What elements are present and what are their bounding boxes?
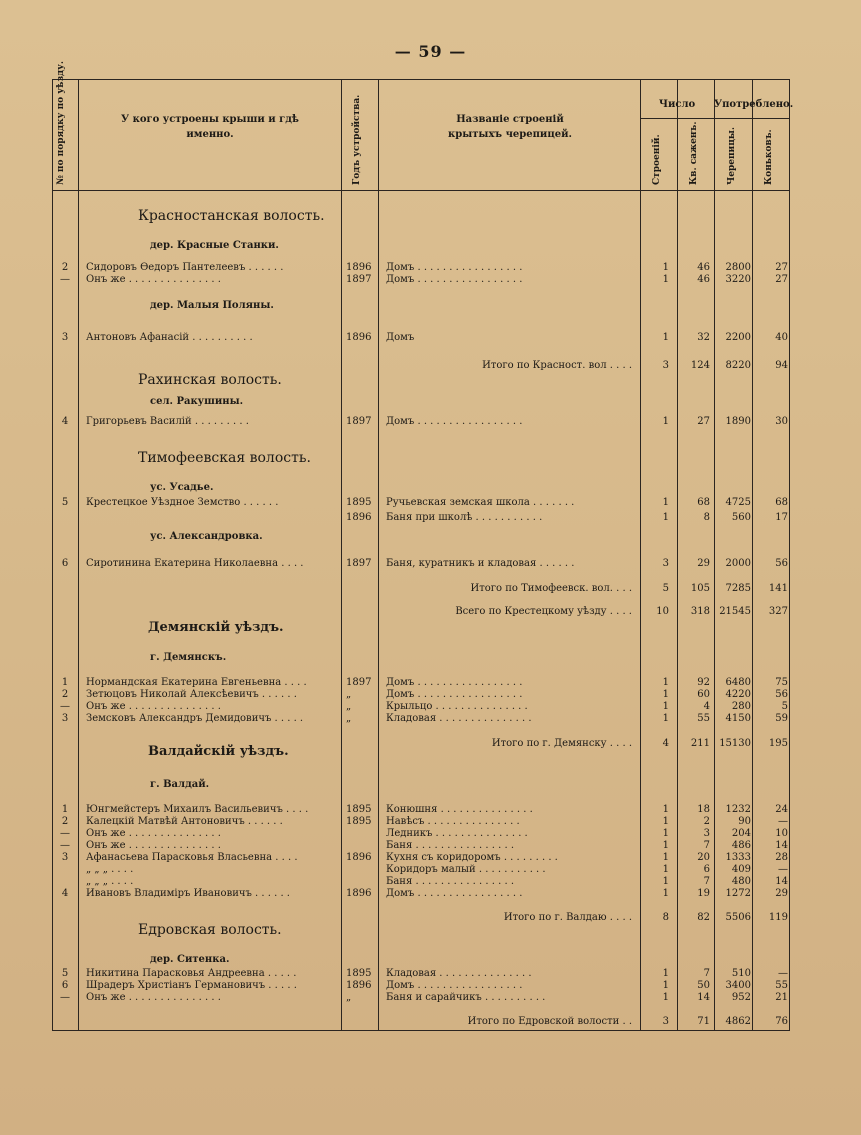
row-number: 5 [61, 968, 69, 979]
row-building: Баня при школѣ . . . . . . . . . . . [386, 512, 543, 523]
row-building: Баня . . . . . . . . . . . . . . . . [386, 840, 515, 851]
total-label: Итого по Едровской волости . . [467, 1016, 632, 1027]
row-ridges: 40 [775, 332, 788, 343]
total-ridges: 94 [775, 360, 788, 371]
settlement-heading: дер. Красные Станки. [150, 240, 279, 251]
total-label: Всего по Крестецкому уѣзду . . . . [455, 606, 632, 617]
total-tiles: 5506 [725, 912, 751, 923]
row-year: 1896 [346, 512, 372, 523]
row-buildings-count: 1 [662, 689, 669, 700]
row-ridges: — [778, 864, 788, 875]
row-ridges: 75 [775, 677, 788, 688]
row-tiles: 4220 [725, 689, 751, 700]
total-label: Итого по г. Валдаю . . . . [503, 912, 632, 923]
row-owner: Онъ же . . . . . . . . . . . . . . . [86, 701, 221, 712]
total-tiles: 8220 [725, 360, 751, 371]
row-year: 1896 [346, 332, 372, 343]
row-year: 1895 [346, 497, 372, 508]
total-sq-sazhen: 105 [690, 583, 710, 594]
row-buildings-count: 1 [662, 852, 669, 863]
row-year: 1895 [346, 816, 372, 827]
row-year: 1897 [346, 274, 372, 285]
total-ridges: 119 [768, 912, 788, 923]
total-tiles: 4862 [725, 1016, 751, 1027]
row-year: 1897 [346, 558, 372, 569]
header-sq-sazhen: Кв. саженъ. [689, 121, 699, 185]
row-ridges: 55 [775, 980, 788, 991]
row-tiles: 204 [731, 828, 751, 839]
row-owner: Крестецкое Уѣздное Земство . . . . . . [86, 497, 279, 508]
total-buildings-count: 10 [656, 606, 669, 617]
row-sq-sazhen: 18 [697, 804, 710, 815]
total-sq-sazhen: 211 [690, 738, 710, 749]
settlement-heading: дер. Ситенка. [150, 954, 230, 965]
row-year: „ [346, 992, 352, 1003]
row-sq-sazhen: 2 [703, 816, 710, 827]
header-used: Употреблено. [714, 99, 794, 110]
row-owner: Григорьевъ Василій . . . . . . . . . [86, 416, 249, 427]
header-tiles: Черепицы. [727, 126, 737, 185]
header-building-name: Названіе строеній крытыхъ черепицей. [448, 114, 572, 140]
row-tiles: 280 [731, 701, 751, 712]
row-ridges: 5 [781, 701, 788, 712]
row-number: 6 [61, 558, 69, 569]
row-ridges: 68 [775, 497, 788, 508]
row-number: 4 [61, 888, 69, 899]
row-building: Домъ . . . . . . . . . . . . . . . . . [386, 980, 523, 991]
row-owner: Зетюцовъ Николай Алексѣевичъ . . . . . . [86, 689, 297, 700]
row-sq-sazhen: 32 [697, 332, 710, 343]
row-number: 3 [61, 332, 69, 343]
total-label: Итого по Красност. вол . . . . [482, 360, 632, 371]
row-number: — [60, 992, 70, 1003]
row-buildings-count: 1 [662, 701, 669, 712]
row-tiles: 1333 [725, 852, 751, 863]
row-building: Баня и сарайчикъ . . . . . . . . . . [386, 992, 546, 1003]
row-tiles: 4725 [725, 497, 751, 508]
total-ridges: 141 [768, 583, 788, 594]
row-sq-sazhen: 46 [697, 274, 710, 285]
row-sq-sazhen: 27 [697, 416, 710, 427]
row-buildings-count: 1 [662, 828, 669, 839]
row-buildings-count: 1 [662, 980, 669, 991]
total-ridges: 195 [768, 738, 788, 749]
row-year: „ [346, 701, 352, 712]
row-buildings-count: 1 [662, 888, 669, 899]
row-owner: Сидоровъ Өедоръ Пантелеевъ . . . . . . [86, 262, 284, 273]
row-sq-sazhen: 46 [697, 262, 710, 273]
total-ridges: 327 [768, 606, 788, 617]
row-tiles: 560 [731, 512, 751, 523]
row-building: Домъ [386, 332, 415, 343]
row-year: 1896 [346, 888, 372, 899]
row-ridges: 24 [775, 804, 788, 815]
row-tiles: 90 [738, 816, 751, 827]
row-buildings-count: 1 [662, 497, 669, 508]
row-number: 3 [61, 852, 69, 863]
total-buildings-count: 3 [662, 1016, 669, 1027]
row-sq-sazhen: 7 [703, 876, 710, 887]
total-ridges: 76 [775, 1016, 788, 1027]
row-number: 2 [61, 816, 69, 827]
row-building: Ледникъ . . . . . . . . . . . . . . . [386, 828, 528, 839]
total-label: Итого по г. Демянску . . . . [491, 738, 632, 749]
header-bottom-rule [52, 190, 790, 191]
row-sq-sazhen: 14 [697, 992, 710, 1003]
column-divider [378, 79, 379, 1031]
row-buildings-count: 1 [662, 840, 669, 851]
total-label: Итого по Тимофеевск. вол. . . . [470, 583, 632, 594]
volost-heading: Красностанская волость. [138, 208, 325, 224]
row-buildings-count: 1 [662, 332, 669, 343]
total-sq-sazhen: 71 [697, 1016, 710, 1027]
row-buildings-count: 1 [662, 713, 669, 724]
row-sq-sazhen: 29 [697, 558, 710, 569]
row-owner: Юнгмейстеръ Михаилъ Васильевичъ . . . . [86, 804, 309, 815]
row-sq-sazhen: 20 [697, 852, 710, 863]
row-owner: Онъ же . . . . . . . . . . . . . . . [86, 840, 221, 851]
settlement-heading: ус. Усадье. [150, 482, 214, 493]
row-ridges: 56 [775, 558, 788, 569]
row-number: — [60, 274, 70, 285]
row-tiles: 1890 [725, 416, 751, 427]
row-tiles: 4150 [725, 713, 751, 724]
row-owner: Земсковъ Александръ Демидовичъ . . . . . [86, 713, 304, 724]
row-ridges: — [778, 968, 788, 979]
total-tiles: 15130 [719, 738, 751, 749]
row-buildings-count: 1 [662, 262, 669, 273]
row-sq-sazhen: 55 [697, 713, 710, 724]
total-sq-sazhen: 82 [697, 912, 710, 923]
row-sq-sazhen: 8 [703, 512, 710, 523]
row-number: 1 [61, 804, 69, 815]
row-tiles: 409 [731, 864, 751, 875]
row-ridges: — [778, 816, 788, 827]
settlement-heading: сел. Ракушины. [150, 396, 244, 407]
column-divider [78, 79, 79, 1031]
row-sq-sazhen: 68 [697, 497, 710, 508]
row-building: Коридоръ малый . . . . . . . . . . . [386, 864, 546, 875]
total-tiles: 7285 [725, 583, 751, 594]
row-sq-sazhen: 7 [703, 840, 710, 851]
row-tiles: 510 [731, 968, 751, 979]
row-buildings-count: 1 [662, 816, 669, 827]
row-sq-sazhen: 4 [703, 701, 710, 712]
total-buildings-count: 4 [662, 738, 669, 749]
row-building: Домъ . . . . . . . . . . . . . . . . . [386, 416, 523, 427]
row-owner: Афанасьева Парасковья Власьевна . . . . [86, 852, 298, 863]
row-tiles: 486 [731, 840, 751, 851]
row-building: Домъ . . . . . . . . . . . . . . . . . [386, 689, 523, 700]
total-sq-sazhen: 124 [690, 360, 710, 371]
header-number: № по порядку по уѣзду. [56, 60, 66, 185]
row-building: Домъ . . . . . . . . . . . . . . . . . [386, 677, 523, 688]
row-ridges: 10 [775, 828, 788, 839]
row-owner: Нормандская Екатерина Евгеньевна . . . . [86, 677, 307, 688]
row-tiles: 952 [731, 992, 751, 1003]
row-number: — [60, 701, 70, 712]
row-buildings-count: 1 [662, 968, 669, 979]
row-buildings-count: 1 [662, 677, 669, 688]
row-buildings-count: 1 [662, 992, 669, 1003]
volost-heading: Рахинская волость. [138, 372, 282, 388]
row-year: 1897 [346, 677, 372, 688]
row-number: 2 [61, 262, 69, 273]
row-owner: Никитина Парасковья Андреевна . . . . . [86, 968, 297, 979]
column-divider [341, 79, 342, 1031]
row-number: 1 [61, 677, 69, 688]
volost-heading: Тимофеевская волость. [138, 450, 311, 466]
row-buildings-count: 1 [662, 876, 669, 887]
row-year: 1896 [346, 852, 372, 863]
row-tiles: 480 [731, 876, 751, 887]
row-year: 1896 [346, 262, 372, 273]
row-ridges: 14 [775, 876, 788, 887]
row-tiles: 1272 [725, 888, 751, 899]
row-building: Крыльцо . . . . . . . . . . . . . . . [386, 701, 528, 712]
row-number: 5 [61, 497, 69, 508]
row-sq-sazhen: 19 [697, 888, 710, 899]
header-buildings: Строеній. [652, 134, 662, 185]
row-ridges: 27 [775, 274, 788, 285]
row-ridges: 14 [775, 840, 788, 851]
row-number: 4 [61, 416, 69, 427]
uezd-heading: Валдайскій уѣздъ. [148, 744, 289, 759]
row-tiles: 2200 [725, 332, 751, 343]
row-year: „ [346, 713, 352, 724]
row-sq-sazhen: 92 [697, 677, 710, 688]
row-building: Домъ . . . . . . . . . . . . . . . . . [386, 888, 523, 899]
row-sq-sazhen: 60 [697, 689, 710, 700]
row-year: 1896 [346, 980, 372, 991]
row-number: 2 [61, 689, 69, 700]
row-year: 1895 [346, 968, 372, 979]
row-number: 6 [61, 980, 69, 991]
row-building: Домъ . . . . . . . . . . . . . . . . . [386, 274, 523, 285]
row-buildings-count: 3 [662, 558, 669, 569]
row-number: — [60, 840, 70, 851]
row-owner: Онъ же . . . . . . . . . . . . . . . [86, 828, 221, 839]
row-building: Домъ . . . . . . . . . . . . . . . . . [386, 262, 523, 273]
row-ridges: 21 [775, 992, 788, 1003]
row-sq-sazhen: 50 [697, 980, 710, 991]
row-owner: „ „ „ . . . . [86, 864, 134, 875]
row-sq-sazhen: 3 [703, 828, 710, 839]
total-tiles: 21545 [719, 606, 751, 617]
row-sq-sazhen: 6 [703, 864, 710, 875]
row-buildings-count: 1 [662, 416, 669, 427]
row-owner: Шрадеръ Христіанъ Германовичъ . . . . . [86, 980, 297, 991]
row-sq-sazhen: 7 [703, 968, 710, 979]
total-buildings-count: 3 [662, 360, 669, 371]
row-tiles: 6480 [725, 677, 751, 688]
total-sq-sazhen: 318 [690, 606, 710, 617]
row-number: — [60, 828, 70, 839]
settlement-heading: дер. Малыя Поляны. [150, 300, 274, 311]
row-buildings-count: 1 [662, 274, 669, 285]
row-tiles: 1232 [725, 804, 751, 815]
settlement-heading: г. Демянскъ. [150, 652, 227, 663]
row-building: Конюшня . . . . . . . . . . . . . . . [386, 804, 533, 815]
row-building: Навѣсъ . . . . . . . . . . . . . . . [386, 816, 520, 827]
row-year: 1897 [346, 416, 372, 427]
row-buildings-count: 1 [662, 512, 669, 523]
header-count: Число [658, 99, 696, 110]
row-building: Баня . . . . . . . . . . . . . . . . [386, 876, 515, 887]
page-number: — 59 — [394, 42, 467, 61]
row-tiles: 2000 [725, 558, 751, 569]
uezd-heading: Демянскій уѣздъ. [148, 620, 284, 635]
row-owner: Калецкій Матвѣй Антоновичъ . . . . . . [86, 816, 283, 827]
total-buildings-count: 8 [662, 912, 669, 923]
row-ridges: 17 [775, 512, 788, 523]
row-ridges: 29 [775, 888, 788, 899]
row-building: Кладовая . . . . . . . . . . . . . . . [386, 968, 532, 979]
row-building: Кладовая . . . . . . . . . . . . . . . [386, 713, 532, 724]
row-owner: Онъ же . . . . . . . . . . . . . . . [86, 274, 221, 285]
row-ridges: 30 [775, 416, 788, 427]
row-tiles: 2800 [725, 262, 751, 273]
row-ridges: 56 [775, 689, 788, 700]
row-tiles: 3400 [725, 980, 751, 991]
row-ridges: 27 [775, 262, 788, 273]
row-owner: „ „ „ . . . . [86, 876, 134, 887]
row-owner: Сиротинина Екатерина Николаевна . . . . [86, 558, 304, 569]
row-building: Кухня съ коридоромъ . . . . . . . . . [386, 852, 558, 863]
header-subdivider [640, 118, 790, 119]
row-building: Баня, куратникъ и кладовая . . . . . . [386, 558, 575, 569]
row-owner: Ивановъ Владиміръ Ивановичъ . . . . . . [86, 888, 290, 899]
row-owner: Антоновъ Афанасій . . . . . . . . . . [86, 332, 253, 343]
row-number: 3 [61, 713, 69, 724]
header-year: Годъ устройства. [352, 94, 362, 185]
row-tiles: 3220 [725, 274, 751, 285]
row-buildings-count: 1 [662, 864, 669, 875]
row-building: Ручьевская земская школа . . . . . . . [386, 497, 575, 508]
header-ridges: Коньковъ. [764, 129, 774, 185]
row-ridges: 59 [775, 713, 788, 724]
header-owner: У кого устроены крыши и гдѣ именно. [121, 114, 299, 140]
row-year: „ [346, 689, 352, 700]
settlement-heading: г. Валдай. [150, 779, 210, 790]
row-ridges: 28 [775, 852, 788, 863]
total-buildings-count: 5 [662, 583, 669, 594]
row-owner: Онъ же . . . . . . . . . . . . . . . [86, 992, 221, 1003]
settlement-heading: ус. Александровка. [150, 531, 263, 542]
row-buildings-count: 1 [662, 804, 669, 815]
row-year: 1895 [346, 804, 372, 815]
volost-heading: Едровская волость. [138, 922, 282, 938]
